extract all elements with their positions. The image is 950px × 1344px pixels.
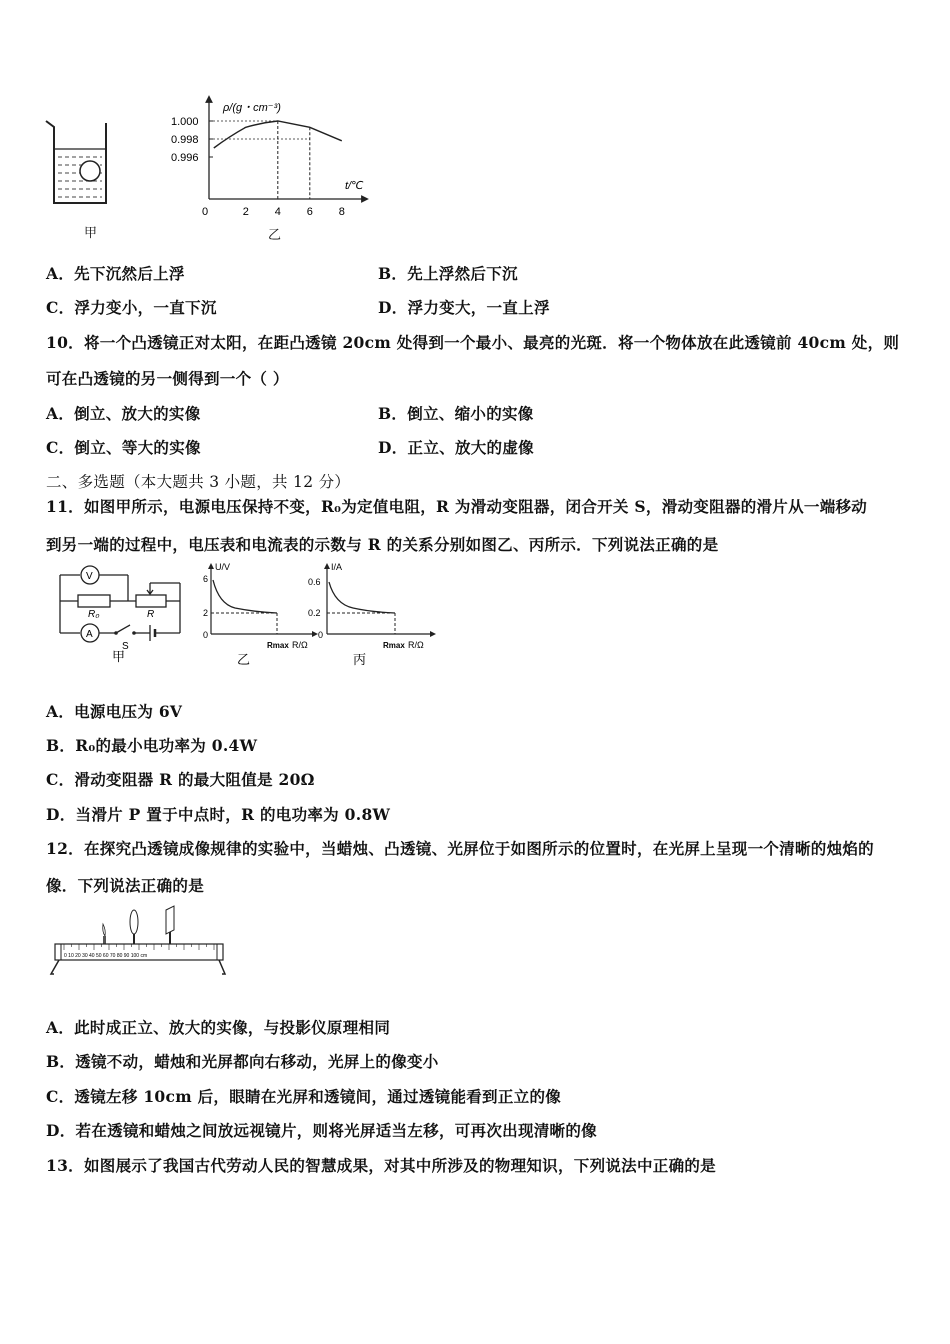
q12-option-a: A．此时成正立、放大的实像，与投影仪原理相同 (46, 1018, 391, 1037)
q9-option-c: C．浮力变小，一直下沉 (46, 298, 217, 317)
q12-option-c: C．透镜左移 10cm 后，眼睛在光屏和透镜间，通过透镜能看到正立的像 (46, 1087, 562, 1106)
i-chart-label: 丙 (353, 652, 367, 667)
circuit-figure-label: 甲 (112, 649, 126, 664)
q10-option-b: B．倒立、缩小的实像 (378, 404, 534, 423)
beaker-figure (40, 115, 140, 215)
r0-resistor (78, 595, 110, 607)
q12-option-b: B．透镜不动，蜡烛和光屏都向右移动，光屏上的像变小 (46, 1052, 439, 1071)
y-tick-1.000: 1.000 (171, 116, 199, 128)
floating-ball (80, 161, 100, 181)
q10-option-c: C．倒立、等大的实像 (46, 438, 201, 457)
q10-option-d: D．正立、放大的虚像 (378, 438, 534, 457)
q11-option-b: B．R₀的最小电功率为 0.4W (46, 736, 258, 755)
density-chart (165, 95, 375, 220)
q13-stem-line1: 13．如图展示了我国古代劳动人民的智慧成果，对其中所涉及的物理知识，下列说法中正确的是 (46, 1156, 716, 1175)
u-xtick-rmax: Rmax (267, 641, 289, 650)
u-tick-6: 6 (203, 574, 209, 584)
voltmeter-label: V (86, 571, 93, 582)
q11-option-c: C．滑动变阻器 R 的最大阻值是 20Ω (46, 770, 315, 789)
y-tick-0.996: 0.996 (171, 152, 199, 164)
q11-option-d: D．当滑片 P 置于中点时，R 的电功率为 0.8W (46, 805, 391, 824)
i-tick-06: 0.6 (308, 577, 321, 587)
q10-stem-line1: 10．将一个凸透镜正对太阳，在距凸透镜 20cm 处得到一个最小、最亮的光斑．将一个物体放在此透镜前 40cm 处，则 (46, 333, 900, 352)
q10-stem-line2: 可在凸透镜的另一侧得到一个（ ） (46, 369, 289, 388)
optical-bench-figure (45, 900, 230, 980)
i-tick-0: 0 (318, 630, 324, 640)
r0-label: R₀ (88, 609, 100, 620)
u-tick-0: 0 (203, 630, 209, 640)
i-xtick-rmax: Rmax (383, 641, 405, 650)
light-screen-icon (166, 906, 174, 944)
convex-lens-icon (130, 910, 138, 944)
q12-stem-line2: 像．下列说法正确的是 (46, 876, 205, 895)
figure-label-jia: 甲 (84, 226, 98, 241)
r-label: R (147, 609, 155, 620)
y-axis-label: ρ/(g・cm⁻³) (223, 102, 281, 114)
rheostat (136, 595, 166, 607)
q12-option-d: D．若在透镜和蜡烛之间放远视镜片，则将光屏适当左移，可再次出现清晰的像 (46, 1121, 597, 1140)
candle-icon (103, 924, 106, 944)
q9-option-a: A．先下沉然后上浮 (46, 264, 185, 283)
bench-scale: 0 10 20 30 40 50 60 70 80 90 100 cm (64, 953, 148, 959)
q11-option-a: A．电源电压为 6V (46, 702, 183, 721)
x-tick-0: 0 (202, 206, 209, 218)
q10-option-a: A．倒立、放大的实像 (46, 404, 201, 423)
x-tick-4: 4 (274, 206, 281, 218)
i-x-axis-label: R/Ω (408, 640, 424, 650)
i-curve (329, 582, 395, 613)
y-tick-0.998: 0.998 (171, 134, 199, 146)
u-chart-label: 乙 (237, 652, 251, 667)
figure-label-yi: 乙 (268, 228, 282, 243)
x-tick-2: 2 (242, 206, 249, 218)
x-tick-6: 6 (306, 206, 313, 218)
u-x-axis-label: R/Ω (292, 640, 308, 650)
q9-option-d: D．浮力变大，一直上浮 (378, 298, 550, 317)
q12-stem-line1: 12．在探究凸透镜成像规律的实验中，当蜡烛、凸透镜、光屏位于如图所示的位置时，在光屏上呈现一个清晰的烛焰的 (46, 839, 874, 858)
x-tick-8: 8 (338, 206, 345, 218)
section-heading-multiple-choice: 二、多选题（本大题共 3 小题，共 12 分） (46, 473, 351, 491)
x-axis-label: t/℃ (345, 180, 364, 192)
i-axis-label: I/A (331, 562, 343, 572)
current-resistance-chart (305, 560, 440, 675)
q11-stem-line2: 到另一端的过程中，电压表和电流表的示数与 R 的关系分别如图乙、丙所示．下列说法正确的是 (46, 535, 719, 554)
u-axis-label: U/V (215, 562, 231, 572)
switch-label: S (122, 641, 129, 652)
q11-stem-line1: 11．如图甲所示，电源电压保持不变，R₀为定值电阻，R 为滑动变阻器，闭合开关 S，滑动变阻器的滑片从一端移动 (46, 497, 868, 516)
q9-option-b: B．先上浮然后下沉 (378, 264, 518, 283)
circuit-diagram (50, 563, 190, 673)
voltage-resistance-chart (195, 560, 320, 675)
u-tick-2: 2 (203, 608, 209, 618)
u-curve (213, 580, 277, 613)
i-tick-02: 0.2 (308, 608, 321, 618)
ammeter-label: A (86, 629, 93, 640)
